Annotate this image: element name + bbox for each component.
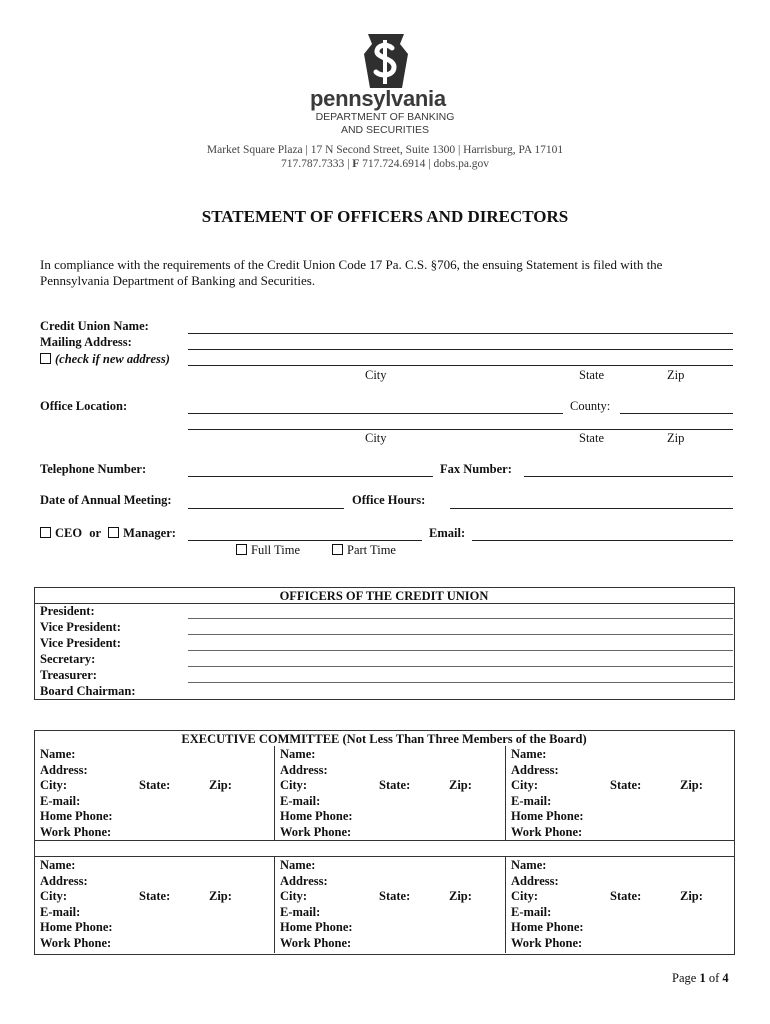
member-zip-label[interactable]: Zip: <box>680 889 703 904</box>
member-card <box>511 858 731 952</box>
manager-label: Manager: <box>123 526 176 540</box>
office-location-field-2[interactable] <box>188 429 733 430</box>
officer-field-secretary[interactable] <box>188 666 733 667</box>
county-label: County: <box>570 399 611 413</box>
page-total: 4 <box>722 971 729 985</box>
member-state-label[interactable]: State: <box>139 889 171 904</box>
officer-role-vice-president-2: Vice President: <box>40 636 121 650</box>
member-zip-label[interactable]: Zip: <box>209 889 232 904</box>
member-zip-label[interactable]: Zip: <box>209 778 232 793</box>
page-word: Page <box>672 971 697 985</box>
telephone-label: Telephone Number: <box>40 462 147 476</box>
member-home-phone-label[interactable]: Home Phone: <box>280 809 353 824</box>
officers-title: OFFICERS OF THE CREDIT UNION <box>279 589 489 603</box>
member-email-label[interactable]: E-mail: <box>40 793 81 808</box>
executive-col-divider-4 <box>505 856 506 953</box>
member-home-phone-label[interactable]: Home Phone: <box>511 809 584 824</box>
executive-row-divider-2 <box>34 856 734 857</box>
officer-role-secretary: Secretary: <box>40 652 96 666</box>
page-current: 1 <box>699 971 706 985</box>
member-card <box>280 858 500 952</box>
mailing-state-caption: State <box>579 368 604 382</box>
member-state-label[interactable]: State: <box>610 778 642 793</box>
member-address-label[interactable]: Address: <box>511 873 559 888</box>
member-email-label[interactable]: E-mail: <box>40 904 81 919</box>
member-work-phone-label[interactable]: Work Phone: <box>511 824 583 839</box>
member-city-row <box>511 889 731 905</box>
officer-field-president[interactable] <box>188 618 733 619</box>
member-email-label[interactable]: E-mail: <box>511 793 552 808</box>
office-hours-field[interactable] <box>450 508 733 509</box>
fax-prefix: F <box>352 158 360 170</box>
member-city-label[interactable]: City: <box>280 778 308 793</box>
page-of: of <box>708 971 720 985</box>
member-city-row <box>280 889 500 905</box>
member-card <box>40 747 270 841</box>
member-state-label[interactable]: State: <box>139 778 171 793</box>
fax-number-header: 717.724.6914 <box>362 158 426 170</box>
member-city-row <box>511 778 731 794</box>
member-name-label[interactable]: Name: <box>280 858 316 872</box>
new-address-checkbox[interactable] <box>40 353 51 364</box>
credit-union-name-field[interactable] <box>188 333 733 334</box>
officer-role-vice-president-1: Vice President: <box>40 620 121 634</box>
page-number <box>672 971 729 986</box>
logo-wordmark: pennsylvania <box>310 86 446 111</box>
ceo-manager-row <box>40 526 176 541</box>
member-name-label[interactable]: Name: <box>280 747 316 761</box>
member-address-label[interactable]: Address: <box>511 762 559 777</box>
website-link[interactable]: dobs.pa.gov <box>433 158 490 170</box>
mailing-zip-caption: Zip <box>667 368 685 382</box>
contact-line: 717.787.7333 | F 717.724.6914 | dobs.pa.gov <box>280 158 490 170</box>
member-zip-label[interactable]: Zip: <box>449 889 472 904</box>
executive-col-divider-3 <box>274 856 275 953</box>
ceo-label: CEO <box>55 526 83 540</box>
county-field[interactable] <box>620 413 733 414</box>
member-work-phone-label[interactable]: Work Phone: <box>280 935 352 950</box>
member-city-row <box>40 778 270 794</box>
mailing-city-caption: City <box>365 368 387 382</box>
member-work-phone-label[interactable]: Work Phone: <box>280 824 352 839</box>
address-line: Market Square Plaza | 17 N Second Street, Suite 1300 | Harrisburg, PA 17101 <box>206 144 564 156</box>
member-home-phone-label[interactable]: Home Phone: <box>280 920 353 935</box>
part-time-label: Part Time <box>347 543 396 557</box>
member-city-label[interactable]: City: <box>40 889 68 904</box>
member-home-phone-label[interactable]: Home Phone: <box>40 809 113 824</box>
member-work-phone-label[interactable]: Work Phone: <box>511 935 583 950</box>
executive-committee-title: EXECUTIVE COMMITTEE (Not Less Than Three Members of the Board) <box>181 732 587 746</box>
member-email-label[interactable]: E-mail: <box>280 904 321 919</box>
full-time-option[interactable] <box>236 543 300 558</box>
officer-role-board-chairman: Board Chairman: <box>40 684 136 698</box>
mailing-address-field-2[interactable] <box>188 365 733 366</box>
member-name-label[interactable]: Name: <box>40 747 76 761</box>
member-state-label[interactable]: State: <box>379 889 411 904</box>
officer-field-treasurer[interactable] <box>188 682 733 683</box>
member-card <box>511 747 731 841</box>
member-state-label[interactable]: State: <box>379 778 411 793</box>
member-home-phone-label[interactable]: Home Phone: <box>511 920 584 935</box>
member-name-label[interactable]: Name: <box>511 858 547 872</box>
officer-field-vice-president-1[interactable] <box>188 634 733 635</box>
member-city-label[interactable]: City: <box>511 889 539 904</box>
member-address-label[interactable]: Address: <box>280 873 328 888</box>
email-label: Email: <box>429 526 466 540</box>
fax-label: Fax Number: <box>440 462 512 476</box>
fax-field[interactable] <box>524 476 733 477</box>
executive-col-divider-1 <box>274 746 275 840</box>
phone-number: 717.787.7333 <box>280 158 345 170</box>
manager-checkbox[interactable] <box>108 527 119 538</box>
member-address-label[interactable]: Address: <box>40 762 88 777</box>
member-address-label[interactable]: Address: <box>280 762 328 777</box>
full-time-label: Full Time <box>251 543 300 557</box>
executive-col-divider-2 <box>505 746 506 840</box>
page-title: STATEMENT OF OFFICERS AND DIRECTORS <box>201 207 569 226</box>
department-logo <box>300 30 470 138</box>
officer-field-vice-president-2[interactable] <box>188 650 733 651</box>
member-email-label[interactable]: E-mail: <box>280 793 321 808</box>
member-work-phone-label[interactable]: Work Phone: <box>40 824 112 839</box>
office-location-label: Office Location: <box>40 399 128 413</box>
member-state-label[interactable]: State: <box>610 889 642 904</box>
part-time-checkbox[interactable] <box>332 544 343 555</box>
member-name-label[interactable]: Name: <box>40 858 76 872</box>
annual-meeting-field[interactable] <box>188 508 344 509</box>
email-field[interactable] <box>472 540 733 541</box>
member-address-label[interactable]: Address: <box>40 873 88 888</box>
annual-meeting-label: Date of Annual Meeting: <box>40 493 172 507</box>
keystone-dollar-icon <box>358 32 414 90</box>
member-city-label[interactable]: City: <box>280 889 308 904</box>
office-state-caption: State <box>579 431 604 445</box>
member-card <box>280 747 500 841</box>
office-hours-label: Office Hours: <box>352 493 426 507</box>
ceo-manager-field[interactable] <box>188 540 422 541</box>
office-location-field[interactable] <box>188 413 563 414</box>
member-work-phone-label[interactable]: Work Phone: <box>40 935 112 950</box>
logo-subtitle-1: DEPARTMENT OF BANKING <box>315 111 455 123</box>
ceo-checkbox[interactable] <box>40 527 51 538</box>
member-email-label[interactable]: E-mail: <box>511 904 552 919</box>
or-label: or <box>89 526 102 540</box>
member-card <box>40 858 270 952</box>
intro-paragraph: In compliance with the requirements of the Credit Union Code 17 Pa. C.S. §706, the ensuing Statement is filed with the Pennsylvania Department of Banking and Securities. <box>40 257 663 288</box>
member-city-label[interactable]: City: <box>40 778 68 793</box>
member-city-label[interactable]: City: <box>511 778 539 793</box>
logo-subtitle-2: AND SECURITIES <box>340 124 430 136</box>
mailing-address-field-1[interactable] <box>188 349 733 350</box>
part-time-option[interactable] <box>332 543 396 558</box>
full-time-checkbox[interactable] <box>236 544 247 555</box>
member-zip-label[interactable]: Zip: <box>680 778 703 793</box>
member-zip-label[interactable]: Zip: <box>449 778 472 793</box>
member-city-row <box>280 778 500 794</box>
member-name-label[interactable]: Name: <box>511 747 547 761</box>
new-address-checkbox-row[interactable] <box>40 352 170 367</box>
office-zip-caption: Zip <box>667 431 685 445</box>
telephone-field[interactable] <box>188 476 433 477</box>
officer-role-treasurer: Treasurer: <box>40 668 97 682</box>
member-home-phone-label[interactable]: Home Phone: <box>40 920 113 935</box>
office-city-caption: City <box>365 431 387 445</box>
credit-union-name-label: Credit Union Name: <box>40 319 149 333</box>
officer-role-president: President: <box>40 604 95 618</box>
mailing-address-label: Mailing Address: <box>40 335 132 349</box>
member-city-row <box>40 889 270 905</box>
new-address-label: (check if new address) <box>55 352 170 366</box>
